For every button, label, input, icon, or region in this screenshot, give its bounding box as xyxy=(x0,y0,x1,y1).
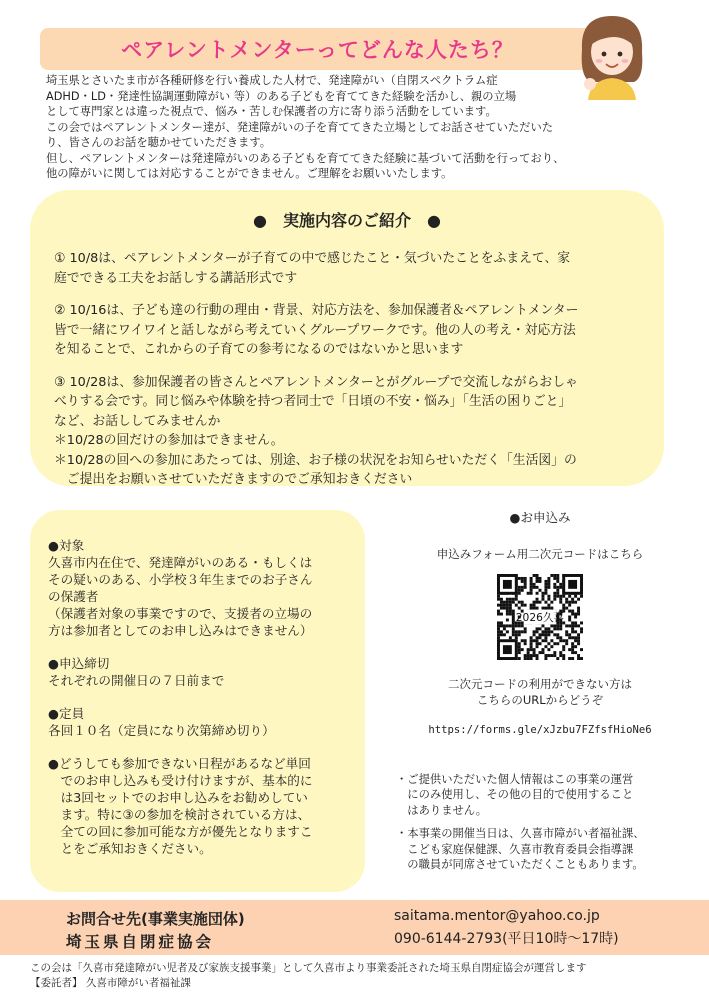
text-line: ・本事業の開催当日は、久喜市障がい者福祉課、 xyxy=(396,827,645,841)
text-line: ③ 10/28は、参加保護者の皆さんとペアレントメンターとがグループで交流しながらおしゃ xyxy=(54,374,578,390)
text-line: ご提出をお願いさせていただきますのでご承知おきください xyxy=(54,472,413,487)
title-banner xyxy=(40,28,595,70)
text-line: ＊10/28の回だけの参加はできません。 xyxy=(54,433,284,448)
intro-line: 埼玉県とさいたま市が各種研修を行い養成した人材で、発達障がい（自閉スペクトラム症 xyxy=(46,74,498,87)
text-line: 庭でできる工夫をお話しする講話形式です xyxy=(54,270,298,286)
contact-footer xyxy=(0,900,709,955)
text-line: はありません。 xyxy=(396,803,488,817)
text-line: ① 10/8は、ペアレントメンターが子育ての中で感じたこと・気づいたことをふまえて、家 xyxy=(54,251,571,266)
intro-line: として専門家とは違った視点で、悩み・苦しむ保護者の方に寄り添う活動をしています。 xyxy=(46,105,497,118)
application-section xyxy=(395,508,685,736)
target-section xyxy=(48,537,349,639)
text-line: 二次元コードの利用ができない方は xyxy=(448,677,632,691)
program-contents-box xyxy=(30,190,664,486)
eligibility-details-box xyxy=(30,510,365,892)
contents-heading: ● 実施内容のご紹介 ● xyxy=(253,211,441,230)
text-line: ●定員 xyxy=(48,706,85,721)
intro-text xyxy=(46,73,606,182)
qr-caption: 申込みフォーム用二次元コードはこちら xyxy=(436,547,644,561)
text-line: など、お話ししてみませんか xyxy=(54,413,221,429)
intro-line: 但し、ペアレントメンターは発達障がいのある子どもを育ててきた経験に基づいて活動を行っており、 xyxy=(46,151,565,165)
text-line: ます。特に③の参加を検討されている方は、 xyxy=(48,807,311,822)
text-line: 皆で一緒にワイワイと話しながら考えていくグループワークです。他の人の考え・対応方法 xyxy=(54,322,576,338)
contact-email[interactable]: saitama.mentor@yahoo.co.jp xyxy=(394,908,600,924)
page-title: ペアレントメンターってどんな人たち？ xyxy=(121,38,514,62)
privacy-note xyxy=(396,772,686,818)
text-line: ② 10/16は、子ども達の行動の理由・背景、対応方法を、参加保護者＆ペアレントメンター xyxy=(54,303,579,318)
text-line: ●対象 xyxy=(48,538,85,553)
text-line: 全ての回に参加可能な方が優先となりますこ xyxy=(48,824,313,839)
commission-note xyxy=(30,961,587,991)
application-url-link[interactable]: https://forms.gle/xJzbu7FZfsfHioNe6 xyxy=(428,724,652,736)
text-line: こちらのURLからどうぞ xyxy=(476,693,604,707)
text-line: 久喜市内在住で、発達障がいのある・もしくは xyxy=(48,555,313,570)
text-line: ・ご提供いただいた個人情報はこの事業の運営 xyxy=(396,773,634,786)
intro-line: ADHD・LD・発達性協調運動障がい 等）のある子どもを育ててきた経験を活かし、親の立場 xyxy=(46,89,517,103)
text-line: 方は参加者としてのお申し込みはできません） xyxy=(48,623,313,638)
session-3-description xyxy=(54,373,640,490)
staff-attendance-note xyxy=(396,826,686,872)
text-line: こども家庭保健課、久喜市教育委員会指導課 xyxy=(396,842,634,856)
text-line: にのみ使用し、その他の目的で使用すること xyxy=(396,788,634,802)
contact-phone[interactable]: 090-6144-2793(平日10時～17時) xyxy=(394,931,619,947)
qr-code[interactable] xyxy=(497,574,583,660)
text-line: その疑いのある、小学校３年生までのお子さん xyxy=(48,572,313,587)
notes-section xyxy=(396,772,686,880)
intro-line: この会ではペアレントメンター達が、発達障がいの子を育ててきた立場としてお話させていただいた xyxy=(46,120,554,134)
text-line: 【委託者】 久喜市障がい者福祉課 xyxy=(30,977,191,989)
text-line: ＊10/28の回への参加にあたっては、別途、お子様の状況をお知らせいただく「生活図」の xyxy=(54,452,577,468)
contact-label: お問合せ先(事業実施団体) xyxy=(66,910,245,928)
text-line: ●どうしても参加できない日程があるなど単回 xyxy=(48,756,311,771)
text-line: とをご承知おきください。 xyxy=(48,841,212,856)
single-session-note xyxy=(48,755,349,857)
text-line: ●申込締切 xyxy=(48,656,110,671)
text-line: でのお申し込みも受け付けますが、基本的に xyxy=(48,773,313,788)
text-line: 各回１０名（定員になり次第締め切り） xyxy=(48,723,275,738)
capacity-section xyxy=(48,705,349,739)
text-line: を知ることで、これからの子育ての参考になるのではないかと思います xyxy=(54,342,464,357)
deadline-section xyxy=(48,655,349,689)
apply-heading: ●お申込み xyxy=(509,510,571,525)
session-2-description xyxy=(54,301,640,360)
intro-line: 他の障がいに関しては対応することができません。ご理解をお願いいたします。 xyxy=(46,167,453,180)
text-line: の保護者 xyxy=(48,589,99,604)
text-line: は3回セットでのお申し込みをお勧めしてい xyxy=(48,790,308,805)
text-line: それぞれの開催日の７日前まで xyxy=(48,673,225,688)
intro-line: り、皆さんのお話を聴かせていただきます。 xyxy=(46,136,272,149)
url-alternative-text xyxy=(395,676,685,708)
text-line: べりする会です。同じ悩みや体験を持つ者同士で「日頃の不安・悩み」「生活の困りごと」 xyxy=(54,394,572,409)
text-line: の職員が同席させていただくこともあります。 xyxy=(396,858,644,872)
qr-center-label: 2026久喜 xyxy=(515,610,565,624)
session-1-description xyxy=(54,249,640,288)
organization-name: 埼玉県自閉症協会 xyxy=(66,933,215,951)
text-line: （保護者対象の事業ですので、支援者の立場の xyxy=(48,606,313,621)
text-line: この会は「久喜市発達障がい児者及び家族支援事業」として久喜市より事業委託された埼玉県自閉症協会が運営します xyxy=(30,962,587,974)
